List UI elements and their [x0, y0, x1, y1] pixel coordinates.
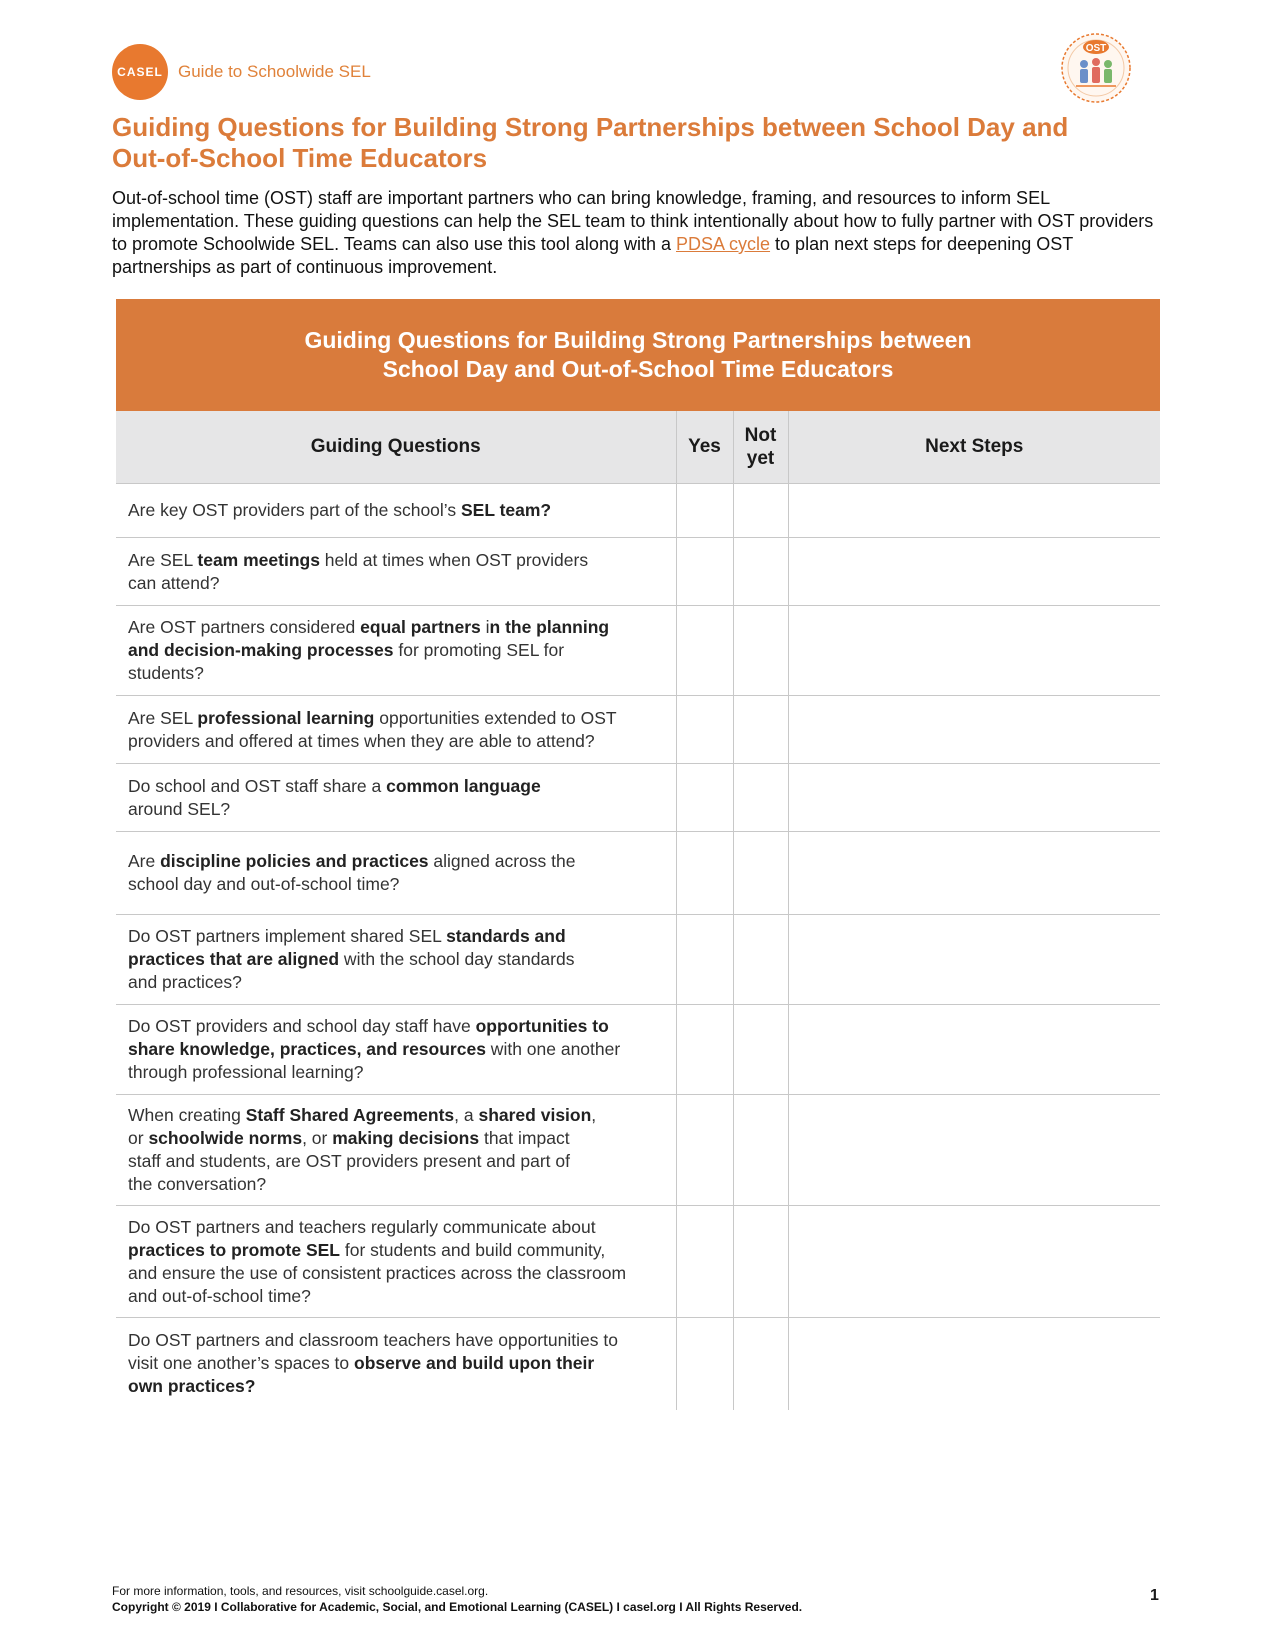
not-yet-cell[interactable] [733, 606, 788, 696]
footer-info: For more information, tools, and resources, visit schoolguide.casel.org. [112, 1584, 489, 1598]
question-text: , or [302, 1128, 333, 1148]
not-yet-cell[interactable] [733, 832, 788, 915]
table-row [116, 1095, 1160, 1206]
not-yet-cell[interactable] [733, 764, 788, 832]
not-yet-cell[interactable] [733, 696, 788, 764]
casel-logo[interactable] [112, 44, 168, 100]
question-text: Are key OST providers part of the school’s [128, 500, 461, 520]
next-steps-cell[interactable] [788, 832, 1160, 915]
question-emphasis: standards and [446, 926, 566, 946]
footer-copyright: Copyright © 2019 I Collaborative for Academic, Social, and Emotional Learning (CASEL) I casel.org I All Rights Reserved. [112, 1600, 803, 1614]
question-emphasis: team meetings [197, 549, 320, 570]
guiding-question [116, 538, 676, 606]
table-row [116, 1318, 1160, 1410]
badge-text: OST [1085, 43, 1107, 54]
question-text: and out-of-school time? [128, 1285, 311, 1306]
question-emphasis: Staff Shared Agreements [245, 1105, 455, 1125]
table-row [116, 832, 1160, 915]
question-text: and ensure the use of consistent practices across the classroom [128, 1262, 627, 1283]
yes-cell[interactable] [676, 696, 733, 764]
not-yet-cell[interactable] [733, 538, 788, 606]
question-text: for students and build community, [340, 1239, 606, 1260]
next-steps-cell[interactable] [788, 764, 1160, 832]
table-body [116, 484, 1160, 1410]
yes-cell[interactable] [676, 1318, 733, 1410]
question-text: , [591, 1105, 597, 1125]
header-yes: Yes [676, 411, 733, 484]
table-header-row [116, 411, 1160, 484]
next-steps-cell[interactable] [788, 1318, 1160, 1410]
header-not-yet [733, 411, 788, 484]
question-emphasis: professional learning [197, 707, 375, 728]
question-emphasis: equal partners [360, 617, 481, 637]
ost-badge-icon [1058, 30, 1134, 106]
question-emphasis: practices that are aligned [128, 949, 340, 969]
not-yet-cell[interactable] [733, 1005, 788, 1095]
next-steps-cell[interactable] [788, 1005, 1160, 1095]
header-not-line-1: Not [744, 425, 777, 446]
guiding-questions-table [116, 299, 1160, 1410]
question-text: students? [128, 663, 204, 683]
intro-before-link: Out-of-school time (OST) staff are important partners who can bring knowledge, framing, and resources to inform SEL implementation. These guiding questions can help the SEL team to think intentionally about how to fully partner with OST providers to promote Schoolwide SEL. Teams can also use this tool along with a [112, 188, 1154, 254]
yes-cell[interactable] [676, 1206, 733, 1318]
intro-paragraph [112, 187, 1172, 279]
guiding-question [116, 484, 676, 538]
not-yet-cell[interactable] [733, 1095, 788, 1206]
questions-table [116, 411, 1160, 1410]
question-text: Are SEL [128, 707, 198, 728]
yes-cell[interactable] [676, 915, 733, 1005]
question-text: through professional learning? [128, 1062, 364, 1082]
page-title [112, 112, 1172, 174]
question-text: around SEL? [128, 798, 231, 819]
banner-line-2: School Day and Out-of-School Time Educators [382, 356, 894, 382]
guiding-question [116, 1318, 676, 1410]
table-row [116, 764, 1160, 832]
guiding-question [116, 696, 676, 764]
next-steps-cell[interactable] [788, 606, 1160, 696]
next-steps-cell[interactable] [788, 484, 1160, 538]
question-text: visit one another’s spaces to [128, 1353, 355, 1374]
pdsa-cycle-link[interactable]: PDSA cycle [676, 234, 771, 254]
guiding-question [116, 915, 676, 1005]
question-text: Are OST partners considered [128, 617, 361, 637]
table-row [116, 915, 1160, 1005]
question-text: opportunities extended to OST [374, 707, 617, 728]
table-row [116, 1206, 1160, 1318]
logo-text: CASEL [117, 65, 163, 79]
guide-title: Guide to Schoolwide SEL [178, 62, 371, 81]
yes-cell[interactable] [676, 606, 733, 696]
not-yet-cell[interactable] [733, 1318, 788, 1410]
question-emphasis: discipline policies and practices [160, 851, 429, 871]
question-text: Do school and OST staff share a [128, 775, 387, 796]
question-emphasis: opportunities to [475, 1016, 609, 1036]
guiding-question [116, 832, 676, 915]
question-text: Do OST providers and school day staff have [128, 1016, 476, 1036]
guiding-question [116, 1005, 676, 1095]
question-emphasis: n the planning [489, 617, 610, 637]
table-row [116, 606, 1160, 696]
title-line-1: Guiding Questions for Building Strong Partnerships between School Day and [112, 112, 1069, 142]
question-text: Do OST partners and teachers regularly communicate about [128, 1216, 596, 1237]
next-steps-cell[interactable] [788, 538, 1160, 606]
question-text: Do OST partners implement shared SEL [128, 926, 447, 946]
page-number: 1 [1150, 1587, 1159, 1604]
header-next-steps: Next Steps [788, 411, 1160, 484]
table-row [116, 484, 1160, 538]
question-emphasis: schoolwide norms [148, 1128, 303, 1148]
question-text: school day and out-of-school time? [128, 874, 400, 894]
yes-cell[interactable] [676, 832, 733, 915]
question-emphasis: shared vision [478, 1105, 592, 1125]
question-text: can attend? [128, 572, 220, 593]
yes-cell[interactable] [676, 538, 733, 606]
table-row [116, 1005, 1160, 1095]
question-text: and practices? [128, 972, 242, 992]
question-emphasis: SEL team? [460, 500, 552, 520]
question-text: with the school day standards [339, 949, 575, 969]
question-emphasis: observe and build upon their [354, 1353, 595, 1374]
question-emphasis: practices to promote SEL [128, 1239, 340, 1260]
question-text: the conversation? [128, 1174, 267, 1194]
yes-cell[interactable] [676, 764, 733, 832]
question-text: Do OST partners and classroom teachers have opportunities to [128, 1330, 618, 1351]
header-not-line-2: yet [746, 448, 775, 469]
question-text: held at times when OST providers [319, 549, 589, 570]
header [112, 44, 371, 100]
yes-cell[interactable] [676, 1095, 733, 1206]
table-row [116, 538, 1160, 606]
question-emphasis: own practices? [128, 1376, 256, 1397]
question-text: for promoting SEL for [393, 640, 565, 660]
question-text: aligned across the [428, 851, 576, 871]
question-text: Are [128, 851, 161, 871]
next-steps-cell[interactable] [788, 915, 1160, 1005]
guiding-question [116, 764, 676, 832]
question-text: , a [454, 1105, 479, 1125]
yes-cell[interactable] [676, 484, 733, 538]
table-row [116, 696, 1160, 764]
question-text: that impact [479, 1128, 570, 1148]
question-text: When creating [128, 1105, 246, 1125]
question-emphasis: and decision-making processes [128, 640, 394, 660]
banner-line-1: Guiding Questions for Building Strong Partnerships between [304, 327, 972, 353]
table-banner [116, 299, 1160, 411]
intro-after-link: to plan next steps for deepening OST partnerships as part of continuous improvement. [112, 234, 1073, 277]
guiding-question [116, 1206, 676, 1318]
question-text: i [480, 617, 490, 637]
question-text: staff and students, are OST providers present and part of [128, 1151, 570, 1171]
question-emphasis: common language [386, 775, 541, 796]
question-text: providers and offered at times when they are able to attend? [128, 730, 595, 751]
guiding-question [116, 1095, 676, 1206]
next-steps-cell[interactable] [788, 1095, 1160, 1206]
next-steps-cell[interactable] [788, 696, 1160, 764]
guiding-question [116, 606, 676, 696]
yes-cell[interactable] [676, 1005, 733, 1095]
header-guiding-questions: Guiding Questions [116, 411, 676, 484]
question-text: with one another [485, 1039, 621, 1059]
not-yet-cell[interactable] [733, 484, 788, 538]
question-emphasis: share knowledge, practices, and resources [128, 1039, 486, 1059]
next-steps-cell[interactable] [788, 1206, 1160, 1318]
question-text: or [128, 1128, 149, 1148]
question-text: Are SEL [128, 549, 198, 570]
title-line-2: Out-of-School Time Educators [112, 143, 488, 173]
question-emphasis: making decisions [332, 1128, 480, 1148]
not-yet-cell[interactable] [733, 1206, 788, 1318]
not-yet-cell[interactable] [733, 915, 788, 1005]
